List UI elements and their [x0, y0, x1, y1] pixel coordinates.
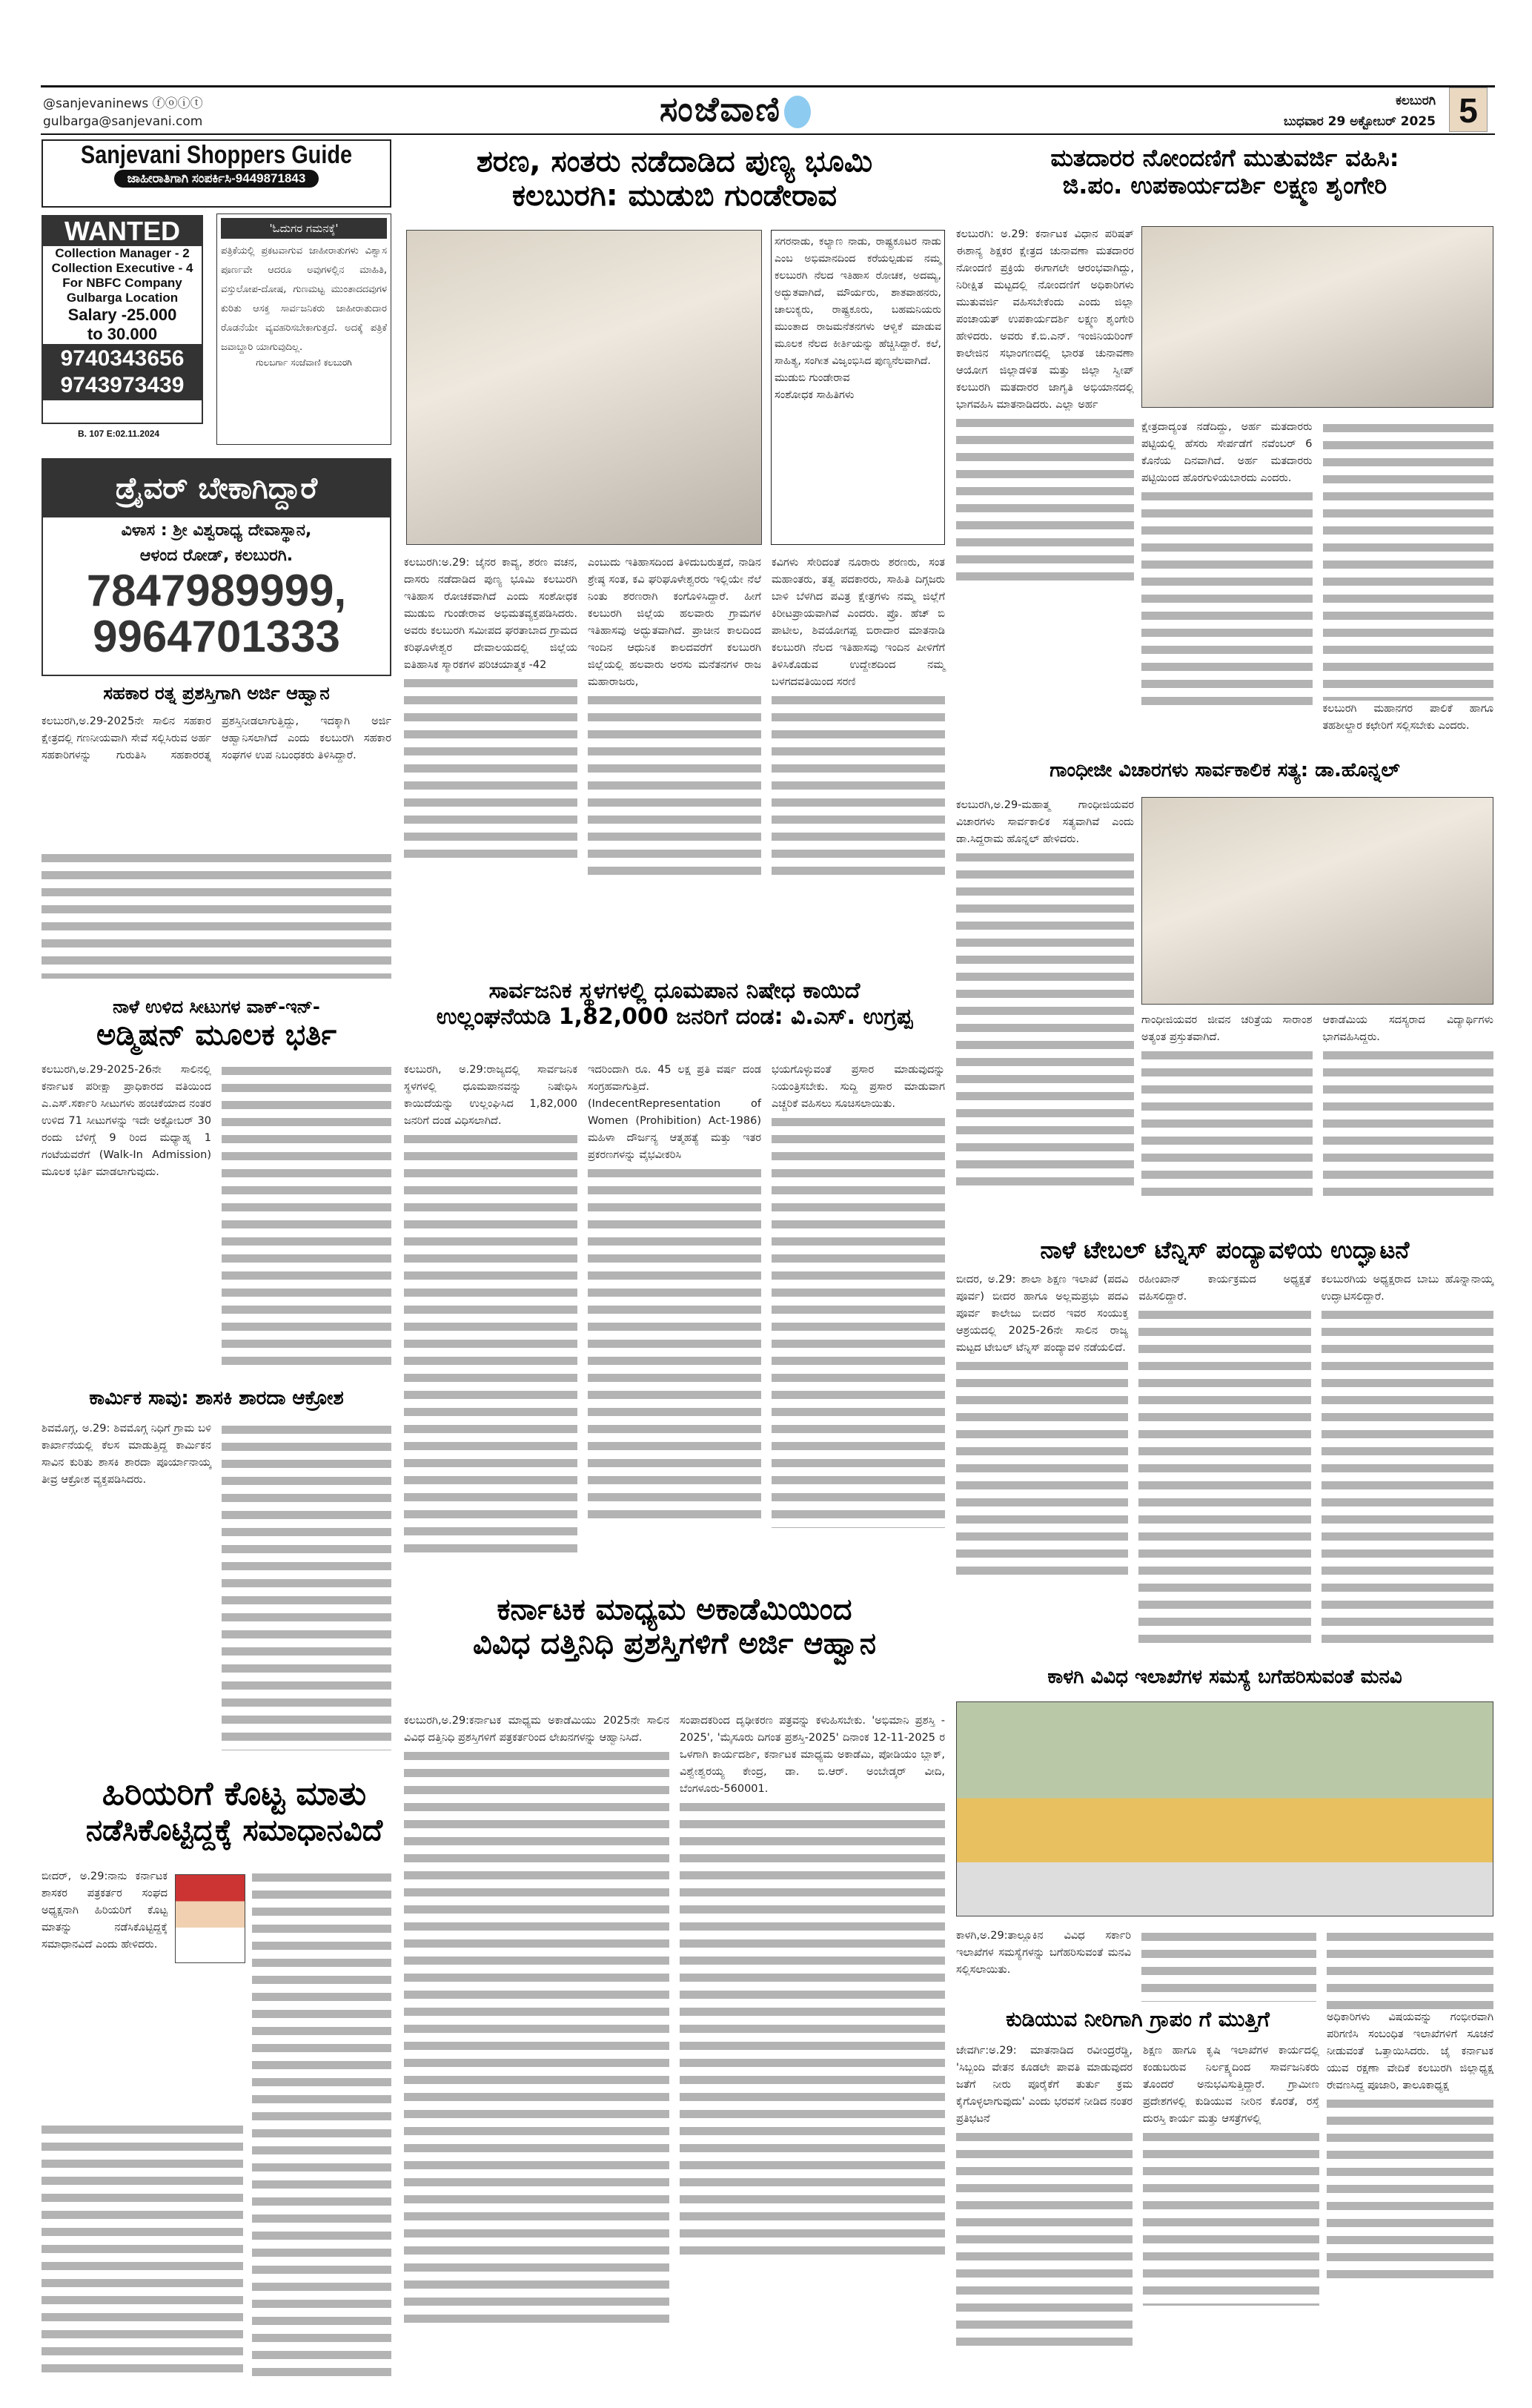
- wanted-ad: WANTED Collection Manager - 2 Collection Executive - 4 For NBFC Company Gulbarga Location Salary -25.000 to 30.000 9740343656 9743973439: [42, 215, 203, 424]
- phone: 9740343656: [60, 346, 185, 371]
- headline-smoking: ಸಾರ್ವಜನಿಕ ಸ್ಥಳಗಳಲ್ಲಿ ಧೂಮಪಾನ ನಿಷೇಧ ಕಾಯಿದೆ ಉಲ್ಲಂಘನೆಯಡಿ 1,82,000 ಜನರಿಗೆ ದಂಡ: ವಿ.ಎಸ್. ಉಗ್ರಪ್ಪ: [436, 978, 913, 1030]
- article-academy: ಕಲಬುರಗಿ,ಅ.29:ಕರ್ನಾಟಕ ಮಾಧ್ಯಮ ಅಕಾಡೆಮಿಯು 2025ನೇ ಸಾಲಿನ ವಿವಿಧ ದತ್ತಿನಿಧಿ ಪ್ರಶಸ್ತಿಗಳಿಗೆ ಪತ್ರಕರ್ತರಿಂದ ಲೇಖನಗಳನ್ನು ಆಹ್ವಾನಿಸಿದೆ. ಸಂಪಾದಕರಿಂದ ದೃಢೀಕರಣ ಪತ್ರವನ್ನು ಕಳುಹಿಸಬೇಕು. 'ಅಭಿಮಾನಿ ಪ್ರಶಸ್ತಿ - 2025', 'ಮೈಸೂರು ದಿಗಂತ ಪ್ರಶಸ್ತಿ-2025' ದಿನಾಂಕ 12-11-2025 ರ ಒಳಗಾಗಿ ಕಾರ್ಯದರ್ಶಿ, ಕರ್ನಾಟಕ ಮಾಧ್ಯಮ ಅಕಾಡೆಮಿ, ಪೋಡಿಯಂ ಬ್ಲಾಕ್, ವಿಶ್ವೇಶ್ವರಯ್ಯ ಕೇಂದ್ರ, ಡಾ. ಬಿ.ಆರ್. ಅಂಬೇಡ್ಕರ್ ವೀದಿ, ಬೆಂಗಳೂರು-560001.: [404, 1713, 945, 2380]
- body-text-continued: [252, 1868, 391, 2380]
- dateline: [1284, 90, 1436, 132]
- masthead-contact: [43, 95, 203, 130]
- headline-kalagi: ಕಾಳಗಿ ವಿವಿಧ ಇಲಾಖೆಗಳ ಸಮಸ್ಯೆ ಬಗೆಹರಿಸುವಂತೆ ಮನವಿ: [1047, 1666, 1402, 1688]
- headline-tennis: ನಾಳೆ ಟೇಬಲ್ ಟೆನ್ನಿಸ್ ಪಂದ್ಯಾವಳಿಯ ಉದ್ಘಾಟನೆ: [1040, 1236, 1410, 1264]
- article-sahakara: ಕಲಬುರಗಿ,ಅ.29-2025ನೇ ಸಾಲಿನ ಸಹಕಾರ ಕ್ಷೇತ್ರದಲ್ಲಿ ಗಣನೀಯವಾಗಿ ಸೇವೆ ಸಲ್ಲಿಸಿರುವ ಅರ್ಹ ಸಹಕಾರಿಗಳನ್ನು ಗುರುತಿಸಿ ಸಹಕಾರರತ್ನ ಪ್ರಶಸ್ತಿನೀಡಲಾಗುತ್ತಿದ್ದು, ಇದಕ್ಕಾಗಿ ಅರ್ಜಿ ಆಹ್ವಾನಿಸಲಾಗಿದೆ ಎಂದು ಕಲಬುರಗಿ ಸಹಕಾರ ಸಂಘಗಳ ಉಪ ನಿಬಂಧಕರು ತಿಳಿಸಿದ್ದಾರೆ.: [42, 715, 391, 761]
- article-walkin: ಕಲಬುರಗಿ,ಅ.29-2025-26ನೇ ಸಾಲಿನಲ್ಲಿ ಕರ್ನಾಟಕ ಪರೀಕ್ಷಾ ಪ್ರಾಧಿಕಾರದ ವತಿಯಿಂದ ಎ.ಎಸ್.ಸರ್ಕಾರಿ ಸೀಟುಗಳು ಹಂಚಿಕೆಯಾದ ನಂತರ ಉಳಿದ 71 ಸೀಟುಗಳನ್ನು ಇದೇ ಅಕ್ಟೋಬರ್ 30 ರಂದು ಬೆಳಿಗ್ಗೆ 9 ರಿಂದ ಮಧ್ಯಾಹ್ನ 1 ಗಂಟೆಯವರೆಗೆ (Walk-In Admission) ಮೂಲಕ ಭರ್ತಿ ಮಾಡಲಾಗುವುದು.: [42, 1062, 391, 1366]
- article-matadarara: ಕಲಬುರಗಿ: ಅ.29: ಕರ್ನಾಟಕ ವಿಧಾನ ಪರಿಷತ್ ಈಶಾನ್ಯ ಶಿಕ್ಷಕರ ಕ್ಷೇತ್ರದ ಚುನಾವಣಾ ಮತದಾರರ ನೋಂದಣಿ ಪ್ರಕ್ರಿಯೆ ಈಗಾಗಲೇ ಆರಂಭವಾಗಿದ್ದು, ನಿರೀಕ್ಷಿತ ಮಟ್ಟದಲ್ಲಿ ನೋಂದಣಿಗೆ ಅಧಿಕಾರಿಗಳು ಮುತುವರ್ಜಿ ವಹಿಸಬೇಕೆಂದು ಎಂದು ಜಿಲ್ಲಾ ಪಂಚಾಯತ್ ಉಪಕಾರ್ಯದರ್ಶಿ ಲಕ್ಷ್ಮಣ ಶೃಂಗೇರಿ ಹೇಳಿದರು. ಅವರು ಕೆ.ಬಿ.ಎನ್. ಇಂಜಿನಿಯರಿಂಗ್ ಕಾಲೇಜಿನ ಸಭಾಂಗಣದಲ್ಲಿ ಭಾರತ ಚುನಾವಣಾ ಆಯೋಗ ಜಿಲ್ಲಾಡಳಿತ ಮತ್ತು ಜಿಲ್ಲಾ ಸ್ವೀಪ್ ಕಲಬುರಗಿ ಮತದಾರರ ಜಾಗೃತಿ ಅಭಿಯಾನದಲ್ಲಿ ಭಾಗವಹಿಸಿ ಮಾತನಾಡಿದರು. ಎಲ್ಲಾ ಅರ್ಹ: [956, 226, 1134, 752]
- ad-code: B. 107 E:02.11.2024: [78, 429, 160, 439]
- readers-notice: 'ಓದುಗರ ಗಮನಕ್ಕೆ' ಪತ್ರಿಕೆಯಲ್ಲಿ ಪ್ರಕಟವಾಗುವ ಜಾಹೀರಾತುಗಳು ವಿಶ್ವಾಸ ಪೂರ್ಣವೇ ಆದರೂ ಅವುಗಳಲ್ಲಿನ ಮಾಹಿತಿ, ವಸ್ತುಲೋಪ-ದೋಷ, ಗುಣಮಟ್ಟ ಮುಂತಾದದವುಗಳ ಕುರಿತು ಆಸಕ್ತ ಸಾರ್ವಜನಿಕರು ಜಾಹೀರಾತುದಾರ ರೊಡನೆಯೇ ವ್ಯವಹರಿಸಬೇಕಾಗುತ್ತದೆ. ಅದಕ್ಕೆ ಪತ್ರಿಕೆ ಜವಾಬ್ದಾರಿ ಯಾಗುವುದಿಲ್ಲ. ಗುಲಬರ್ಗಾ ಸಂಜೆವಾಣಿ ಕಲಬುರಗಿ: [216, 214, 391, 445]
- body-text-continued: [42, 849, 391, 979]
- article-water: ಜೇವರ್ಗಿ:ಅ.29: ಮಾತನಾಡಿದ ರವೀಂದ್ರರೆಡ್ಡಿ, 'ಸಿಬ್ಬಂದಿ ವೇತನ ಕೂಡಲೇ ಪಾವತಿ ಮಾಡುವುದರ ಜತೆಗೆ ನೀರು ಪೂರೈಕೆಗೆ ತುರ್ತು ಕ್ರಮ ಕೈಗೊಳ್ಳಲಾಗುವುದು' ಎಂದು ಭರವಸೆ ನೀಡಿದ ನಂತರ ಪ್ರತಿಭಟನೆ ಶಿಕ್ಷಣ ಹಾಗೂ ಕೃಷಿ ಇಲಾಖೆಗಳ ಕಾರ್ಯದಲ್ಲಿ ಕಂಡುಬರುವ ನಿರ್ಲಕ್ಷ್ಯದಿಂದ ಸಾರ್ವಜನಿಕರು ತೊಂದರೆ ಅನುಭವಿಸುತ್ತಿದ್ದಾರೆ. ಗ್ರಾಮೀಣ ಪ್ರದೇಶಗಳಲ್ಲಿ ಕುಡಿಯುವ ನೀರಿನ ಕೊರತೆ, ರಸ್ತೆ ದುರಸ್ತಿ ಕಾರ್ಯ ಮತ್ತು ಆಸತ್ರೆಗಳಲ್ಲಿ: [956, 2042, 1319, 2380]
- social-icons[interactable]: ⓕⓞⓘⓣ: [152, 96, 203, 111]
- social-handle[interactable]: @sanjevaninews: [43, 96, 149, 111]
- shoppers-guide-ad: Sanjevani Shoppers Guide ಜಾಹೀರಾತಿಗಾಗಿ ಸಂಪರ್ಕಿಸಿ-9449871843: [42, 139, 391, 208]
- article-karmika: ಶಿವಮೊಗ್ಗ, ಅ.29: ಶಿವಮೊಗ್ಗ ನಿಧಿಗೆ ಗ್ರಾಮ ಬಳಿ ಕಾರ್ಖಾನೆಯಲ್ಲಿ ಕೆಲಸ ಮಾಡುತ್ತಿದ್ದ ಕಾರ್ಮಿಕನ ಸಾವಿನ ಕುರಿತು ಶಾಸಕಿ ಶಾರದಾ ಪೂರ್ಯಾನಾಯ್ಕ ತೀವ್ರ ಆಕ್ರೋಶ ವ್ಯಕ್ತಪಡಿಸಿದರು.: [42, 1420, 391, 1750]
- article-smoking: ಕಲಬುರಗಿ, ಅ.29:ರಾಜ್ಯದಲ್ಲಿ ಸಾರ್ವಜನಿಕ ಸ್ಥಳಗಳಲ್ಲಿ ಧೂಮಪಾನವನ್ನು ನಿಷೇಧಿಸಿ ಕಾಯಿದೆಯನ್ನು ಉಲ್ಲಂಘಿಸಿದ 1,82,000 ಜನರಿಗೆ ದಂಡ ವಿಧಿಸಲಾಗಿದೆ. ಇದರಿಂದಾಗಿ ರೂ. 45 ಲಕ್ಷ ಪ್ರತಿ ವರ್ಷ ದಂಡ ಸಂಗ್ರಹವಾಗುತ್ತಿದೆ. (IndecentRepresentation of Women (Prohibition) Act-1986) ಮಹಿಳಾ ದೌರ್ಜನ್ಯ ಆತ್ಮಹತ್ಯೆ ಮತ್ತು ಇತರ ಪ್ರಕರಣಗಳನ್ನು ವೈಭವೀಕರಿಸಿ ಭಯಗೊಳ್ಳುವಂತೆ ಪ್ರಸಾರ ಮಾಡುವುದನ್ನು ನಿಯಂತ್ರಿಸಬೇಕು. ಸುದ್ದಿ ಪ್ರಸಾರ ಮಾಡುವಾಗ ಎಚ್ಚರಿಕೆ ವಹಿಸಲು ಸೂಚಿಸಲಾಯಿತು.: [404, 1062, 945, 1581]
- header-top-rule: [41, 85, 1495, 87]
- body-text-continued: [42, 2120, 243, 2380]
- headline-hiriyarige: ಹಿರಿಯರಿಗೆ ಕೊಟ್ಟ ಮಾತು ನಡೆಸಿಕೊಟ್ಟಿದ್ದಕ್ಕೆ ಸಮಾಧಾನವಿದೆ: [85, 1775, 383, 1848]
- article-kalagi-col3: ಅಧಿಕಾರಿಗಳು ವಿಷಯವನ್ನು ಗಂಭೀರವಾಗಿ ಪರಿಗಣಿಸಿ ಸಂಬಂಧಿತ ಇಲಾಖೆಗಳಿಗೆ ಸೂಚನೆ ನೀಡುವಂತೆ ಒತ್ತಾಯಿಸಿದರು. ಜೈ ಕರ್ನಾಟಕ ಯುವ ರಕ್ಷಣಾ ವೇದಿಕೆ ಕಲಬುರಗಿ ಜಿಲ್ಲಾಧ್ಯಕ್ಷ ರೇವಣಸಿದ್ದ ಪೂಜಾರಿ, ತಾಲೂಕಾಧ್ಯಕ್ಷ: [1327, 1928, 1493, 2380]
- gandhi-event-photo: [1141, 797, 1493, 1005]
- temple-meeting-photo: [406, 230, 762, 545]
- article-hiriyarige: ಬೀದರ್, ಅ.29:ನಾನು ಕರ್ನಾಟಕ ಶಾಸಕರ ಪತ್ರಕರ್ತರ ಸಂಘದ ಅಧ್ಯಕ್ಷನಾಗಿ ಹಿರಿಯರಿಗೆ ಕೊಟ್ಟ ಮಾತನ್ನು ನಡೆಸಿಕೊಟ್ಟಿದ್ದಕ್ಕೆ ಸಮಾಧಾನವಿದೆ ಎಂದು ಹೇಳಿದರು.: [42, 1870, 168, 1951]
- headline-karmika: ಕಾರ್ಮಿಕ ಸಾವು: ಶಾಸಕಿ ಶಾರದಾ ಆಕ್ರೋಶ: [89, 1387, 344, 1409]
- article-tennis: ಬೀದರ, ಅ.29: ಶಾಲಾ ಶಿಕ್ಷಣ ಇಲಾಖೆ (ಪದವಿ ಪೂರ್ವ) ಬೀದರ ಹಾಗೂ ಅಲ್ಲಮಪ್ರಭು ಪದವಿ ಪೂರ್ವ ಕಾಲೇಜು ಬೀದರ ಇವರ ಸಂಯುಕ್ತ ಆಶ್ರಯದಲ್ಲಿ 2025-26ನೇ ಸಾಲಿನ ರಾಜ್ಯ ಮಟ್ಟದ ಟೇಬಲ್ ಟೆನ್ನಿಸ್ ಪಂದ್ಯಾವಳಿ ನಡೆಯಲಿದೆ. ರಹೀಂಖಾನ್ ಕಾರ್ಯಕ್ರಮದ ಅಧ್ಯಕ್ಷತೆ ವಹಿಸಲಿದ್ದಾರೆ. ಕಲಬುರಗಿಯ ಅಧ್ಯಕ್ಷರಾದ ಬಾಬು ಹೊನ್ನಾನಾಯ್ಕ ಉದ್ಘಾಟಿಸಲಿದ್ದಾರೆ.: [956, 1271, 1493, 1661]
- article-gandhi: ಕಲಬುರಗಿ,ಅ.29-ಮಹಾತ್ಮ ಗಾಂಧೀಜಿಯವರ ವಿಚಾರಗಳು ಸಾರ್ವಕಾಲಿಕ ಸತ್ಯವಾಗಿವೆ ಎಂದು ಡಾ.ಸಿದ್ದರಾಮ ಹೊನ್ನಲ್ ಹೇಳಿದರು.: [956, 797, 1134, 1220]
- official-speaking-photo: [1141, 226, 1493, 408]
- portrait-photo: [175, 1874, 245, 1963]
- article-kalagi: ಕಾಳಗಿ,ಅ.29:ತಾಲ್ಲೂಕಿನ ವಿವಿಧ ಸರ್ಕಾರಿ ಇಲಾಖೆಗಳ ಸಮಸ್ಯೆಗಳನ್ನು ಬಗೆಹರಿಸುವಂತೆ ಮನವಿ ಸಲ್ಲಿಸಲಾಯಿತು.: [956, 1930, 1131, 1976]
- headline-punya: ಶರಣ, ಸಂತರು ನಡೆದಾಡಿದ ಪುಣ್ಯ ಭೂಮಿ ಕಲಬುರಗಿ: ಮುಡುಬಿ ಗುಂಡೇರಾವ: [476, 145, 873, 213]
- city: ಕಲಬುರಗಿ: [1396, 93, 1436, 108]
- article-punya: ಕಲಬುರಗಿ:ಅ.29: ಜೈನರ ಕಾವ್ಯ, ಶರಣ ವಚನ, ದಾಸರು ನಡೆದಾಡಿದ ಪುಣ್ಯ ಭೂಮಿ ಕಲಬುರಗಿ ಇತಿಹಾಸ ರೋಚಕವಾಗಿದೆ ಎಂದು ಸಂಶೋಧಕ ಮುಡುಬಿ ಗುಂಡೇರಾವ ಅಭಿಮತವ್ಯಕ್ತಪಡಿಸಿದರು. ಅವರು ಕಲಬುರಗಿ ಸಮೀಪದ ಘರತಾಬಾದ ಗ್ರಾಮದ ಕರಿಘೂಳೇಶ್ವರ ದೇವಾಲಯದಲ್ಲಿ ಜಿಲ್ಲೆಯ ಐತಿಹಾಸಿಕ ಸ್ಮಾರಕಗಳ ಪರಿಚಯಾತ್ಮಕ -42 ಎಂಬುದು ಇತಿಹಾಸದಿಂದ ತಿಳಿದುಬರುತ್ತದೆ, ನಾಡಿನ ಶ್ರೇಷ್ಠ ಸಂತ, ಕವಿ ಘರಿಘೂಳೇಶ್ವರರು ಇಲ್ಲಿಯೇ ನೆಲೆ ನಿಂತು ಶರಣರಾಗಿ ಕಂಗೊಳಿಸಿದ್ದಾರೆ. ಹೀಗೆ ಕಲಬುರಗಿ ಜಿಲ್ಲೆಯ ಹಲವಾರು ಗ್ರಾಮಗಳ ಇತಿಹಾಸವು ಅದ್ಭುತವಾಗಿದೆ. ಪ್ರಾಚೀನ ಕಾಲದಿಂದ ಇಂದಿನ ಆಧುನಿಕ ಕಾಲದವರೆಗೆ ಕಲಬುರಗಿ ಜಿಲ್ಲೆಯಲ್ಲಿ ಹಲವಾರು ಅರಸು ಮನೆತನಗಳ ರಾಜ ಮಹಾರಾಜರು, ಕವಿಗಳು ಸೇರಿದಂತೆ ನೂರಾರು ಶರಣರು, ಸಂತ ಮಹಾಂತರು, ತತ್ವ ಪದಕಾರರು, ಸಾಹಿತಿ ದಿಗ್ಗಜರು ಬಾಳಿ ಬೆಳಗಿದ ಪವಿತ್ರ ಕ್ಷೇತ್ರಗಳು ನಮ್ಮ ಜಿಲ್ಲೆಗೆ ಕಿರೀಟಪ್ರಾಯವಾಗಿವೆ ಎಂದರು. ಪ್ರೊ. ಹೆಚ್ ಬಿ ಪಾಟೀಲ, ಶಿವಯೋಗಪ್ಪ ಬಿರಾದಾರ ಮಾತನಾಡಿ ಕಲಬುರಗಿ ನೆಲದ ಇತಿಹಾಸವು ಇಂದಿನ ಪೀಳಿಗೆಗೆ ತಿಳಿಸಿಕೊಡುವ ಉದ್ದೇಶದಿಂದ ನಮ್ಮ ಬಳಗದವತಿಯಿಂದ ಸರಣಿ: [404, 555, 945, 964]
- body-text-continued: [1141, 1928, 1316, 2002]
- article-matadarara-continued: ಕ್ಷೇತ್ರದಾದ್ಯಂತ ನಡೆದಿದ್ದು, ಅರ್ಹ ಮತದಾರರು ಪಟ್ಟಿಯಲ್ಲಿ ಹೆಸರು ಸೇರ್ಪಡೆಗೆ ನವೆಂಬರ್ 6 ಕೊನೆಯ ದಿನವಾಗಿದೆ. ಅರ್ಹ ಮತದಾರರು ಪಟ್ಟಿಯಿಂದ ಹೊರಗುಳಿಯಬಾರದು ಎಂದರು. ಕಲಬುರಗಿ ಮಹಾನಗರ ಪಾಲಿಕೆ ಹಾಗೂ ತಹಶೀಲ್ದಾರ ಕಛೇರಿಗೆ ಸಲ್ಲಿಸಬೇಕು ಎಂದರು.: [1141, 419, 1493, 752]
- headline-walkin: ನಾಳೆ ಉಳಿದ ಸೀಟುಗಳ ವಾಕ್-ಇನ್- ಅಡ್ಮಿಷನ್ ಮೂಲಕ ಭರ್ತಿ: [96, 996, 336, 1052]
- globe-icon: [784, 96, 811, 128]
- page-number: 5: [1449, 87, 1488, 132]
- phone: 9743973439: [60, 373, 185, 397]
- quote-box: ಸಗರನಾಡು, ಕಲ್ಯಾಣ ನಾಡು, ರಾಷ್ಟ್ರಕೂಟರ ನಾಡು ಎಂಬ ಅಭಿಮಾನದಿಂದ ಕರೆಯಲ್ಪಡುವ ನಮ್ಮ ಕಲಬುರಗಿ ನೆಲದ ಇತಿಹಾಸ ರೋಚಕ, ಅದಮ್ಯ, ಅದ್ಭುತವಾಗಿದೆ, ಮೌರ್ಯರು, ಶಾತವಾಹನರು, ಚಾಲುಕ್ಯರು, ರಾಷ್ಟ್ರಕೂರು, ಬಹಮನಿಯರು ಮುಂತಾದ ರಾಜಮನೆತನಗಳು ಆಳ್ವಿಕೆ ಮಾಡುವ ಮೂಲಕ ನೆಲದ ಕೀರ್ತಿಯನ್ನು ಹೆಚ್ಚಿಸಿದ್ದಾರೆ. ಕಲೆ, ಸಾಹಿತ್ಯ, ಸಂಗೀತ ವಿಜೃಂಭಿಸಿದ ಪುಣ್ಯನೆಲವಾಗಿದೆ. ಮುಡುಬಿ ಗುಂಡೇರಾವ ಸಂಶೋಧಕ ಸಾಹಿತಿಗಳು: [771, 230, 945, 545]
- headline-gandhi: ಗಾಂಧೀಜೀ ವಿಚಾರಗಳು ಸಾರ್ವಕಾಲಿಕ ಸತ್ಯ: ಡಾ.ಹೊನ್ನಲ್: [1049, 759, 1400, 781]
- article-gandhi-continued: ಗಾಂಧೀಜಿಯವರ ಜೀವನ ಚರಿತ್ರೆಯ ಸಾರಾಂಶ ಅತ್ಯಂತ ಪ್ರಸ್ತುತವಾಗಿದೆ. ಆಕಾಡೆಮಿಯ ಸದಸ್ಯರಾದ ವಿದ್ಯಾರ್ಥಿಗಳು ಭಾಗವಹಿಸಿದ್ದರು.: [1141, 1012, 1493, 1220]
- headline-academy: ಕರ್ನಾಟಕ ಮಾಧ್ಯಮ ಅಕಾಡೆಮಿಯಿಂದ ವಿವಿಧ ದತ್ತಿನಿಧಿ ಪ್ರಶಸ್ತಿಗಳಿಗೆ ಅರ್ಜಿ ಆಹ್ವಾನ: [473, 1592, 876, 1661]
- date: ಬುಧವಾರ 29 ಅಕ್ಟೋಬರ್ 2025: [1283, 114, 1436, 129]
- headline-sahakara: ಸಹಕಾರ ರತ್ನ ಪ್ರಶಸ್ತಿಗಾಗಿ ಅರ್ಜಿ ಆಹ್ವಾನ: [103, 683, 330, 704]
- headline-matadarara: ಮತದಾರರ ನೋಂದಣಿಗೆ ಮುತುವರ್ಜಿ ವಹಿಸಿ: ಜಿ.ಪಂ. ಉಪಕಾರ್ಯದರ್ಶಿ ಲಕ್ಷ್ಮಣ ಶೃಂಗೇರಿ: [1050, 144, 1399, 199]
- newspaper-logo: ಸಂಜೆವಾಣಿ: [660, 89, 814, 130]
- driver-wanted-ad: ಡ್ರೈವರ್ ಬೇಕಾಗಿದ್ದಾರೆ ವಿಳಾಸ : ಶ್ರೀ ವಿಶ್ವರಾಧ್ಯ ದೇವಾಸ್ಥಾನ, ಆಳಂದ ರೋಡ್, ಕಲಬುರಗಿ. 7847989999, 9964701333: [42, 458, 391, 676]
- memorandum-group-photo: [956, 1701, 1493, 1916]
- email-link[interactable]: gulbarga@sanjevani.com: [43, 114, 203, 129]
- headline-water: ಕುಡಿಯುವ ನೀರಿಗಾಗಿ ಗ್ರಾಪಂ ಗೆ ಮುತ್ತಿಗೆ: [1006, 2007, 1270, 2031]
- header-bottom-rule: [41, 133, 1495, 135]
